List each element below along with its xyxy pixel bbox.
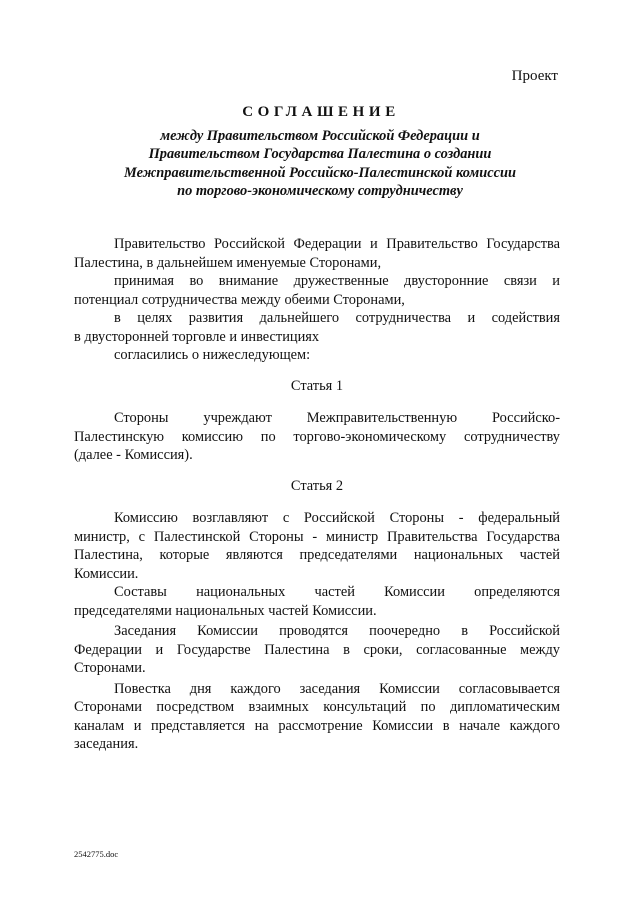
preamble	[74, 235, 560, 365]
paragraph-line: Правительство Российской Федерации и Правительство Государства	[114, 236, 560, 252]
paragraph-line: заседания.	[74, 736, 139, 752]
paragraph-line: Палестина, которые являются председателями национальных частей	[74, 547, 560, 563]
draft-label: Проект	[511, 68, 558, 84]
article-2-heading: Статья 2	[290, 477, 344, 494]
paragraph-line: принимая во внимание дружественные двусторонние связи и	[114, 273, 560, 289]
document-body	[74, 235, 560, 754]
subtitle-line: Правительством Государства Палестина о создании	[148, 146, 492, 163]
paragraph-line: Комиссию возглавляют с Российской Стороны - федеральный	[114, 510, 560, 526]
paragraph-line: Палестинскую комиссию по торгово-экономическому сотрудничеству	[74, 428, 560, 445]
subtitle-line: по торгово-экономическому сотрудничеству	[177, 183, 463, 200]
article-1-text	[74, 409, 560, 465]
paragraph-line: председателями национальных частей Комиссии.	[74, 602, 377, 619]
paragraph-line: потенциал сотрудничества между обеими Сторонами,	[74, 291, 405, 308]
paragraph-line: Составы национальных частей Комиссии определяются	[114, 584, 560, 600]
paragraph-line: Палестина, в дальнейшем именуемые Сторонами,	[74, 254, 382, 271]
document-subtitle	[66, 127, 574, 201]
paragraph-line: Федерации и Государстве Палестина в сроки, согласованные между	[74, 641, 560, 658]
paragraph-line: в двусторонней торговле и инвестициях	[74, 328, 320, 345]
paragraph-line: Повестка дня каждого заседания Комиссии согласовывается	[114, 680, 560, 697]
subtitle-line: Межправительственной Российско-Палестинской комиссии	[123, 164, 516, 181]
paragraph-line: в целях развития дальнейшего сотрудничества и содействия	[114, 310, 560, 326]
paragraph-line: Сторонами посредством взаимных консультаций по дипломатическим	[74, 699, 560, 715]
paragraph-line: министр, с Палестинской Стороны - министр Правительства Государства	[74, 528, 560, 545]
paragraph-line: Заседания Комиссии проводятся поочередно в Российской	[114, 623, 560, 639]
article-1-heading: Статья 1	[290, 377, 344, 394]
paragraph-line: (далее - Комиссия).	[74, 447, 193, 463]
file-name-footer: 2542775.doc	[74, 849, 119, 859]
paragraph-line: Сторонами.	[74, 660, 146, 676]
article-2-text	[74, 509, 560, 754]
document-title: СОГЛАШЕНИЕ	[242, 104, 400, 120]
subtitle-line: между Правительством Российской Федерации и	[160, 128, 480, 144]
paragraph-line: Стороны учреждают Межправительственную Российско-	[114, 410, 560, 426]
paragraph-line: Комиссии.	[74, 565, 139, 582]
paragraph-line: согласились о нижеследующем:	[114, 347, 311, 363]
paragraph-line: каналам и представляется на рассмотрение Комиссии в начале каждого	[74, 717, 560, 734]
